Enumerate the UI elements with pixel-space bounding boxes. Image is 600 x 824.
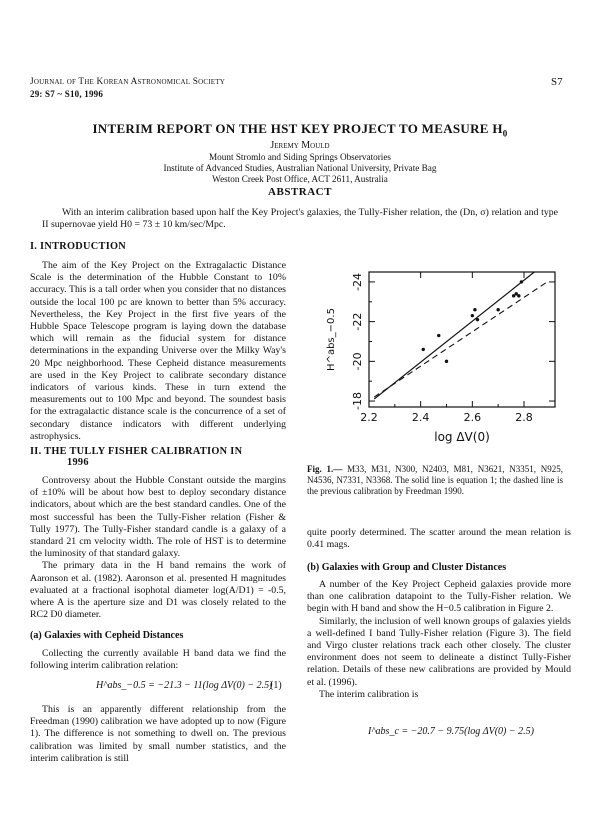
data-point (496, 308, 499, 311)
tully-fisher-body (30, 475, 286, 621)
right-column-continuation (307, 527, 571, 551)
equation-1: H^abs_−0.5 = −21.3 − 11(log ΔV(0) − 2.5) (96, 680, 273, 691)
figure-1-caption (307, 464, 563, 496)
x-tick-label: 2.4 (411, 411, 430, 424)
data-point (473, 308, 476, 311)
section-tully-fisher-heading-line1: II. THE TULLY FISHER CALIBRATION IN (30, 446, 243, 457)
solid-calibration-line (374, 272, 534, 399)
figure-1-caption-text: M33, M31, N300, N2403, M81, N3621, N3351, N925, N4536, N7331, N3368. The solid line is equation 1; the dashed line is the previous calibration by Freedman 1990. (307, 464, 563, 496)
author-affiliation-2: Institute of Advanced Studies, Australian National University, Private Bag (163, 163, 437, 173)
x-tick-label: 2.2 (360, 411, 378, 424)
section-introduction-heading: I. INTRODUCTION (30, 241, 127, 252)
x-tick-label: 2.8 (515, 411, 533, 424)
subsection-a-heading: (a) Galaxies with Cepheid Distances (30, 630, 184, 641)
subsection-a-continued (30, 704, 286, 765)
section-tully-fisher-heading (30, 446, 242, 468)
introduction-paragraph: The aim of the Key Project on the Extragalactic Distance Scale is the determination of the Hubble Constant to 10% accuracy. This is a tall order when you consider that no distances outside the local 100 pc are known to better than 5% accuracy. Nevertheless, the Key Project in the first five years of the Hubble Space Telescope program is laying down the database which will remain as the fiducial system for distance determinations in the expanding Universe over the Milky Way's 20 Mpc neighborhood. These Cepheid distance measurements are used in the Key Project to calibrate secondary distance indicators of various kinds. These in turn extend the measurements out to 100 Mpc and beyond. The soundest basis for the extragalactic distance scale is the concurrence of a set of secondary distance indicators with different underlying astrophysics. (30, 260, 286, 442)
paper-title-text: INTERIM REPORT ON THE HST KEY PROJECT TO MEASURE H (92, 121, 503, 136)
subsection-b-heading: (b) Galaxies with Group and Cluster Distances (307, 562, 507, 573)
y-tick-label: -20 (351, 352, 364, 371)
plot-frame (369, 272, 555, 407)
author-name: Jeremy Mould (270, 140, 330, 151)
x-tick-label: 2.6 (463, 411, 482, 424)
figure-1-chart (312, 262, 568, 458)
y-tick-label: -18 (351, 392, 364, 411)
subsection-b-paragraph-1: A number of the Key Project Cepheid galaxies provide more than one calibration datapoint to the Tully-Fisher relation. We begin with H band and show the H−0.5 calibration in Figure 2. (307, 579, 571, 615)
data-point (517, 294, 520, 297)
y-tick-label: -24 (351, 272, 364, 291)
abstract-text: With an interim calibration based upon half the Key Project's galaxies, the Tully-Fisher relation, the (Dn, σ) relation and type II supernovae yield H0 = 73 ± 10 km/sec/Mpc. (42, 207, 558, 231)
introduction-body (30, 260, 286, 443)
y-axis-label: H^abs_−0.5 (326, 308, 337, 371)
subsection-b-body (307, 579, 571, 701)
author-affiliation-1: Mount Stromlo and Siding Springs Observatories (209, 152, 391, 162)
data-point (471, 314, 474, 317)
title-subscript: 0 (502, 128, 508, 139)
abstract-heading: ABSTRACT (268, 186, 332, 198)
equation-1-number: (1) (270, 680, 282, 691)
figure-1-caption-label: Fig. 1.— (307, 464, 343, 474)
journal-name: Journal of The Korean Astronomical Society (30, 77, 226, 87)
dashed-freedman-line (374, 282, 547, 397)
subsection-a-body (30, 648, 286, 672)
tully-fisher-paragraph-1: Controversy about the Hubble Constant outside the margins of ±10% will be about how best to deploy secondary distance indicators, about which are the best standard candles. One of the most successful has been the Tully-Fisher relation (Fisher & Tully 1977). The Tully-Fisher standard candle is a galaxy of a standard 21 cm velocity width. The role of HST is to determine the luminosity of that standard galaxy. (30, 475, 286, 560)
page-number: S7 (551, 76, 563, 88)
author-affiliation-3: Weston Creek Post Office, ACT 2611, Australia (212, 174, 388, 184)
data-point (520, 280, 523, 283)
subsection-a-paragraph-1: Collecting the currently available H band data we find the following interim calibration relation: (30, 648, 286, 672)
data-point (445, 360, 448, 363)
right-column-paragraph: quite poorly determined. The scatter around the mean relation is 0.41 mags. (307, 527, 571, 551)
section-tully-fisher-heading-line2: 1996 (67, 457, 89, 468)
data-point (437, 334, 440, 337)
data-point (422, 348, 425, 351)
journal-volume: 29: S7 ~ S10, 1996 (30, 89, 104, 99)
paper-title (0, 121, 600, 139)
data-point (476, 318, 479, 321)
y-tick-label: -22 (351, 312, 364, 331)
equation-2: I^abs_c = −20.7 − 9.75(log ΔV(0) − 2.5) (368, 726, 534, 737)
x-axis-label: log ΔV(0) (434, 430, 490, 444)
tully-fisher-paragraph-2: The primary data in the H band remains the work of Aaronson et al. (1982). Aaronson et al. presented H magnitudes evaluated at a fractional isophotal diameter log(A/D1) = -0.5, where A is the aperture size and D1 was closely related to the RC2 D0 diameter. (30, 560, 286, 621)
subsection-b-paragraph-3: The interim calibration is (319, 688, 419, 700)
subsection-a-paragraph-2: This is an apparently different relationship from the Freedman (1990) calibration we have adopted up to now (Figure 1). The difference is not something to dwell on. The previous calibration was limited by small number statistics, and the interim calibration is still (30, 704, 286, 764)
subsection-b-paragraph-2: Similarly, the inclusion of well known groups of galaxies yields a well-defined I band Tully-Fisher relation (Figure 3). The field and Virgo cluster relations track each other closely. The cluster environment does not seem to delineate a distinct Tully-Fisher relation. Details of these new calibrations are provided by Mould et al. (1996). (307, 615, 571, 688)
